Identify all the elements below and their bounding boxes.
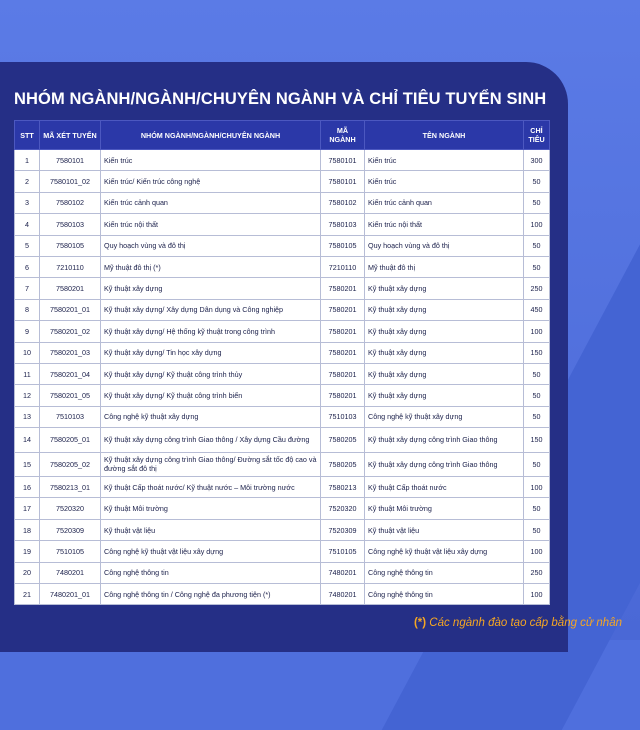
cell-ma-nganh: 7580201 bbox=[321, 299, 365, 320]
cell-chi-tieu: 50 bbox=[524, 385, 550, 406]
cell-ten-nganh: Kỹ thuật xây dựng bbox=[365, 299, 524, 320]
cell-chi-tieu: 50 bbox=[524, 452, 550, 477]
cell-nhom-nganh: Công nghệ kỹ thuật xây dựng bbox=[101, 406, 321, 427]
cell-stt: 20 bbox=[15, 562, 40, 583]
cell-ma-xet-tuyen: 7580201_05 bbox=[40, 385, 101, 406]
cell-stt: 17 bbox=[15, 498, 40, 519]
cell-stt: 12 bbox=[15, 385, 40, 406]
cell-nhom-nganh: Kỹ thuật Môi trường bbox=[101, 498, 321, 519]
cell-ten-nganh: Kiến trúc bbox=[365, 150, 524, 171]
cell-ma-nganh: 7580103 bbox=[321, 214, 365, 235]
cell-ma-xet-tuyen: 7580213_01 bbox=[40, 477, 101, 498]
cell-ten-nganh: Kỹ thuật xây dựng bbox=[365, 342, 524, 363]
cell-ten-nganh: Kiến trúc nội thất bbox=[365, 214, 524, 235]
cell-ten-nganh: Kỹ thuật Cấp thoát nước bbox=[365, 477, 524, 498]
cell-ten-nganh: Kỹ thuật xây dựng bbox=[365, 385, 524, 406]
table-row bbox=[15, 498, 550, 519]
table-row bbox=[15, 299, 550, 320]
cell-chi-tieu: 50 bbox=[524, 235, 550, 256]
cell-ma-xet-tuyen: 7580103 bbox=[40, 214, 101, 235]
admission-table bbox=[14, 120, 550, 605]
page-title: NHÓM NGÀNH/NGÀNH/CHUYÊN NGÀNH VÀ CHỈ TIÊU TUYỂN SINH bbox=[14, 90, 547, 108]
cell-ma-xet-tuyen: 7580201_01 bbox=[40, 299, 101, 320]
cell-nhom-nganh: Kiến trúc bbox=[101, 150, 321, 171]
cell-ma-xet-tuyen: 7510105 bbox=[40, 541, 101, 562]
header-stt: STT bbox=[15, 121, 40, 150]
cell-nhom-nganh: Kiến trúc nội thất bbox=[101, 214, 321, 235]
cell-nhom-nganh: Kỹ thuật Cấp thoát nước/ Kỹ thuật nước – Môi trường nước bbox=[101, 477, 321, 498]
cell-ma-xet-tuyen: 7580205_01 bbox=[40, 428, 101, 453]
cell-ten-nganh: Quy hoạch vùng và đô thị bbox=[365, 235, 524, 256]
cell-ten-nganh: Công nghệ thông tin bbox=[365, 584, 524, 605]
cell-ten-nganh: Kỹ thuật xây dựng công trình Giao thông bbox=[365, 428, 524, 453]
cell-ma-xet-tuyen: 7580101_02 bbox=[40, 171, 101, 192]
cell-ma-nganh: 7580201 bbox=[321, 385, 365, 406]
header-chi-tieu: CHỈ TIÊU bbox=[524, 121, 550, 150]
cell-nhom-nganh: Kỹ thuật xây dựng/ Tin học xây dựng bbox=[101, 342, 321, 363]
cell-stt: 11 bbox=[15, 363, 40, 384]
cell-chi-tieu: 50 bbox=[524, 256, 550, 277]
cell-ten-nganh: Kỹ thuật Môi trường bbox=[365, 498, 524, 519]
table-row bbox=[15, 278, 550, 299]
cell-ten-nganh: Kỹ thuật xây dựng bbox=[365, 363, 524, 384]
cell-nhom-nganh: Công nghệ kỹ thuật vật liệu xây dựng bbox=[101, 541, 321, 562]
cell-nhom-nganh: Quy hoạch vùng và đô thị bbox=[101, 235, 321, 256]
cell-ma-nganh: 7580201 bbox=[321, 321, 365, 342]
cell-ma-xet-tuyen: 7580101 bbox=[40, 150, 101, 171]
cell-ma-nganh: 7580105 bbox=[321, 235, 365, 256]
table-row bbox=[15, 192, 550, 213]
cell-chi-tieu: 100 bbox=[524, 541, 550, 562]
cell-ma-nganh: 7510103 bbox=[321, 406, 365, 427]
cell-chi-tieu: 50 bbox=[524, 519, 550, 540]
cell-ma-xet-tuyen: 7520309 bbox=[40, 519, 101, 540]
cell-nhom-nganh: Mỹ thuật đô thị (*) bbox=[101, 256, 321, 277]
cell-chi-tieu: 300 bbox=[524, 150, 550, 171]
cell-stt: 7 bbox=[15, 278, 40, 299]
cell-chi-tieu: 250 bbox=[524, 278, 550, 299]
table-row bbox=[15, 406, 550, 427]
table-row bbox=[15, 363, 550, 384]
table-row bbox=[15, 477, 550, 498]
cell-ten-nganh: Kỹ thuật xây dựng công trình Giao thông bbox=[365, 452, 524, 477]
footnote-text: Các ngành đào tạo cấp bằng cử nhân bbox=[429, 617, 622, 629]
cell-stt: 18 bbox=[15, 519, 40, 540]
cell-chi-tieu: 50 bbox=[524, 498, 550, 519]
cell-ten-nganh: Kiến trúc cảnh quan bbox=[365, 192, 524, 213]
cell-chi-tieu: 50 bbox=[524, 192, 550, 213]
table-header-row bbox=[15, 121, 550, 150]
cell-chi-tieu: 50 bbox=[524, 406, 550, 427]
cell-ma-nganh: 7480201 bbox=[321, 584, 365, 605]
header-ma-xet-tuyen: MÃ XÉT TUYỂN bbox=[40, 121, 101, 150]
cell-ma-nganh: 7580102 bbox=[321, 192, 365, 213]
cell-ma-xet-tuyen: 7580201_04 bbox=[40, 363, 101, 384]
table-row bbox=[15, 171, 550, 192]
cell-nhom-nganh: Kiến trúc/ Kiến trúc công nghệ bbox=[101, 171, 321, 192]
cell-chi-tieu: 50 bbox=[524, 363, 550, 384]
table-row bbox=[15, 541, 550, 562]
cell-chi-tieu: 100 bbox=[524, 477, 550, 498]
cell-nhom-nganh: Kỹ thuật xây dựng/ Kỹ thuật công trình biển bbox=[101, 385, 321, 406]
table-row bbox=[15, 519, 550, 540]
header-ma-nganh: MÃ NGÀNH bbox=[321, 121, 365, 150]
cell-chi-tieu: 50 bbox=[524, 171, 550, 192]
cell-chi-tieu: 250 bbox=[524, 562, 550, 583]
cell-ma-xet-tuyen: 7580201_03 bbox=[40, 342, 101, 363]
cell-ma-nganh: 7210110 bbox=[321, 256, 365, 277]
cell-stt: 16 bbox=[15, 477, 40, 498]
cell-nhom-nganh: Công nghệ thông tin / Công nghệ đa phương tiện (*) bbox=[101, 584, 321, 605]
cell-stt: 21 bbox=[15, 584, 40, 605]
cell-ten-nganh: Kỹ thuật vật liệu bbox=[365, 519, 524, 540]
cell-nhom-nganh: Kỹ thuật xây dựng công trình Giao thông/ Đường sắt tốc độ cao và đường sắt đô thị bbox=[101, 452, 321, 477]
cell-ma-xet-tuyen: 7580105 bbox=[40, 235, 101, 256]
cell-nhom-nganh: Kỹ thuật xây dựng/ Xây dựng Dân dụng và Công nghiệp bbox=[101, 299, 321, 320]
table-row bbox=[15, 342, 550, 363]
cell-stt: 2 bbox=[15, 171, 40, 192]
cell-nhom-nganh: Công nghệ thông tin bbox=[101, 562, 321, 583]
cell-chi-tieu: 100 bbox=[524, 321, 550, 342]
cell-ma-xet-tuyen: 7520320 bbox=[40, 498, 101, 519]
footnote bbox=[414, 617, 622, 629]
cell-stt: 13 bbox=[15, 406, 40, 427]
cell-ma-nganh: 7520309 bbox=[321, 519, 365, 540]
cell-ma-xet-tuyen: 7210110 bbox=[40, 256, 101, 277]
cell-stt: 10 bbox=[15, 342, 40, 363]
table-body bbox=[15, 150, 550, 605]
cell-ma-xet-tuyen: 7480201 bbox=[40, 562, 101, 583]
cell-ma-xet-tuyen: 7510103 bbox=[40, 406, 101, 427]
cell-ma-nganh: 7580101 bbox=[321, 150, 365, 171]
table-row bbox=[15, 150, 550, 171]
cell-nhom-nganh: Kỹ thuật xây dựng/ Hệ thống kỹ thuật trong công trình bbox=[101, 321, 321, 342]
table-row bbox=[15, 428, 550, 453]
cell-ma-nganh: 7480201 bbox=[321, 562, 365, 583]
cell-ma-nganh: 7580213 bbox=[321, 477, 365, 498]
cell-chi-tieu: 450 bbox=[524, 299, 550, 320]
cell-stt: 4 bbox=[15, 214, 40, 235]
cell-stt: 8 bbox=[15, 299, 40, 320]
cell-ten-nganh: Kiến trúc bbox=[365, 171, 524, 192]
cell-stt: 9 bbox=[15, 321, 40, 342]
cell-ten-nganh: Công nghệ kỹ thuật xây dựng bbox=[365, 406, 524, 427]
header-ten-nganh: TÊN NGÀNH bbox=[365, 121, 524, 150]
cell-stt: 5 bbox=[15, 235, 40, 256]
header-nhom-nganh: NHÓM NGÀNH/NGÀNH/CHUYÊN NGÀNH bbox=[101, 121, 321, 150]
table-row bbox=[15, 256, 550, 277]
cell-ma-xet-tuyen: 7580201_02 bbox=[40, 321, 101, 342]
table-row bbox=[15, 214, 550, 235]
cell-ma-nganh: 7580201 bbox=[321, 363, 365, 384]
table-row bbox=[15, 452, 550, 477]
table-row bbox=[15, 562, 550, 583]
table-row bbox=[15, 235, 550, 256]
cell-nhom-nganh: Kỹ thuật xây dựng bbox=[101, 278, 321, 299]
cell-ma-nganh: 7580201 bbox=[321, 342, 365, 363]
cell-ma-nganh: 7580201 bbox=[321, 278, 365, 299]
cell-stt: 3 bbox=[15, 192, 40, 213]
cell-ten-nganh: Kỹ thuật xây dựng bbox=[365, 278, 524, 299]
cell-stt: 14 bbox=[15, 428, 40, 453]
table-row bbox=[15, 321, 550, 342]
cell-ten-nganh: Công nghệ kỹ thuật vật liệu xây dựng bbox=[365, 541, 524, 562]
cell-ma-nganh: 7580205 bbox=[321, 428, 365, 453]
cell-ma-nganh: 7580101 bbox=[321, 171, 365, 192]
table-row bbox=[15, 584, 550, 605]
cell-ma-nganh: 7580205 bbox=[321, 452, 365, 477]
cell-stt: 1 bbox=[15, 150, 40, 171]
cell-chi-tieu: 100 bbox=[524, 584, 550, 605]
cell-ma-xet-tuyen: 7480201_01 bbox=[40, 584, 101, 605]
cell-nhom-nganh: Kỹ thuật xây dựng/ Kỹ thuật công trình thủy bbox=[101, 363, 321, 384]
cell-stt: 15 bbox=[15, 452, 40, 477]
cell-ma-nganh: 7520320 bbox=[321, 498, 365, 519]
cell-ma-xet-tuyen: 7580102 bbox=[40, 192, 101, 213]
cell-ma-xet-tuyen: 7580205_02 bbox=[40, 452, 101, 477]
cell-chi-tieu: 150 bbox=[524, 342, 550, 363]
cell-ma-nganh: 7510105 bbox=[321, 541, 365, 562]
table-row bbox=[15, 385, 550, 406]
cell-ten-nganh: Kỹ thuật xây dựng bbox=[365, 321, 524, 342]
footnote-star: (*) bbox=[413, 617, 427, 629]
cell-nhom-nganh: Kỹ thuật vật liệu bbox=[101, 519, 321, 540]
cell-ten-nganh: Mỹ thuật đô thị bbox=[365, 256, 524, 277]
cell-chi-tieu: 150 bbox=[524, 428, 550, 453]
cell-ma-xet-tuyen: 7580201 bbox=[40, 278, 101, 299]
cell-nhom-nganh: Kiến trúc cảnh quan bbox=[101, 192, 321, 213]
cell-nhom-nganh: Kỹ thuật xây dựng công trình Giao thông / Xây dựng Cầu đường bbox=[101, 428, 321, 453]
cell-stt: 6 bbox=[15, 256, 40, 277]
cell-chi-tieu: 100 bbox=[524, 214, 550, 235]
cell-stt: 19 bbox=[15, 541, 40, 562]
cell-ten-nganh: Công nghệ thông tin bbox=[365, 562, 524, 583]
